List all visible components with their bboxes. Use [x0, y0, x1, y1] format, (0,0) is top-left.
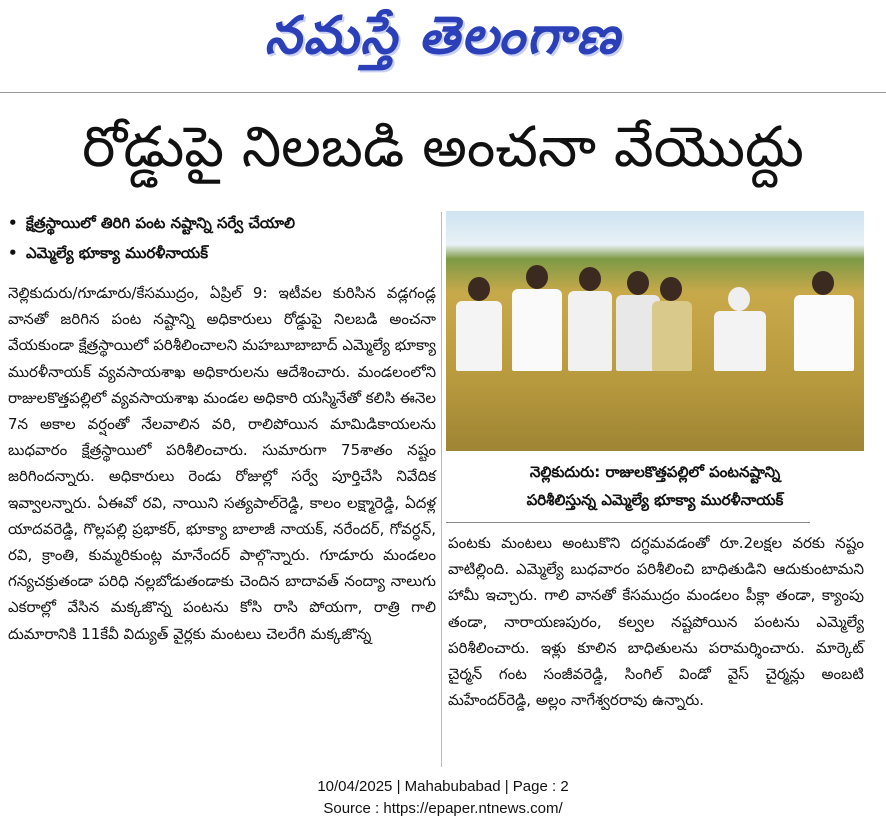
caption-divider — [446, 522, 810, 523]
photo-figure-head — [627, 271, 649, 295]
edition-info: 10/04/2025 | Mahabubabad | Page : 2 — [317, 778, 569, 795]
highlight-bullets — [8, 208, 438, 268]
photo-figure-head — [660, 277, 682, 301]
photo-figure — [568, 291, 612, 371]
newspaper-logo: నమస్తే తెలంగాణ — [264, 6, 622, 66]
article-body-left: నెల్లికుదురు/గూడూరు/కేసముద్రం, ఏప్రిల్ 9: ఇటీవల కురిసిన వడ్లగండ్ల వానతో జరిగిన పంట నష్టాన్ని అధికారులు రోడ్డుపై నిలబడి అంచనా వేయకుండా క్షేత్రస్థాయిలో పరిశీలించాలని మహబూబాబాద్ ఎమ్మెల్యే భూక్యా మురళీనాయక్ వ్యవసాయశాఖ అధికారులను ఆదేశించారు. మండలంలోని రాజులకొత్తపల్లిలో వ్యవసాయశాఖ మండల అధికారి యస్మినేతో కలిసి ఈనెల 7న అకాల వర్షంతో నేలవాలిన వరి, రాలిపోయిన మామిడికాయలను బుధవారం క్షేత్రస్థాయిలో పరిశీలించారు. సుమారుగా 75శాతం నష్టం జరిగిందన్నారు. అధికారులు రెండు రోజుల్లో సర్వే పూర్తిచేసి నివేదిక ఇవ్వాలన్నారు. ఏఈవో రవి, నాయిని సత్యపాల్‌రెడ్డి, కాలం లక్ష్మారెడ్డి, ఏదళ్ల యాదవరెడ్డి, గొల్లపల్లి ప్రభాకర్, భూక్యా బాలాజీ నాయక్, నరేందర్, గోవర్ధన్, రవి, క్రాంతి, కుమ్మరికుంట్ల మానేందర్ పాల్గొన్నారు. గూడూరు మండలం గన్యచక్రుతండా పరిధి నల్లబోడుతండాకు చెందిన బాదావత్ నంద్యా నాలుగు ఎకరాల్లో వేసిన మక్కజొన్న పంటను కోసి రాసి పోయగా, రాత్రి గాలి దుమారానికి 11కేవీ విద్యుత్ వైర్లకు మంటలు చెలరేగి మక్కజొన్న — [8, 284, 437, 643]
photo-figure — [794, 295, 854, 371]
photo-caption-line: పరిశీలిస్తున్న ఎమ్మెల్యే భూక్యా మురళీనాయక్ — [526, 491, 784, 509]
photo-figure-head — [526, 265, 548, 289]
column-divider — [441, 212, 442, 767]
photo-figure-head — [728, 287, 750, 311]
masthead-divider — [0, 92, 886, 93]
photo-figure — [714, 311, 766, 371]
article-body-right: పంటకు మంటలు అంటుకొని దగ్ధమవడంతో రూ.2లక్షల వరకు నష్టం వాటిల్లింది. ఎమ్మెల్యే బుధవారం పరిశీలించి బాధితుడిని ఆదుకుంటామని హామీ ఇచ్చారు. గాలి వానతో కేసముద్రం మండలం పీక్లా తండా, క్యాంపు తండా, నారాయణపురం, కల్వల నష్టపోయిన పంటను ఎమ్మెల్యే పరిశీలించారు. ఇళ్లు కూలిన బాధితులను పరామర్శించారు. మార్కెట్ చైర్మన్ గంట సంజీవరెడ్డి, సింగిల్ విండో వైస్ చైర్మన్లు అంబటి మహేందర్‌రెడ్డి, అల్లం నాగేశ్వరరావు ఉన్నారు. — [448, 534, 864, 710]
bullet-icon: • — [8, 244, 18, 262]
photo-figure-head — [579, 267, 601, 291]
photo-figure-head — [812, 271, 834, 295]
bullet-icon: • — [8, 214, 18, 232]
photo-caption-line: నెల్లికుదురు: రాజులకొత్తపల్లిలో పంటనష్టాన్ని — [529, 463, 781, 481]
bullet-item: • క్షేత్రస్థాయిలో తిరిగి పంట నష్టాన్ని సర్వే చేయాలి — [8, 208, 438, 238]
page-footer — [0, 776, 886, 820]
photo-caption — [446, 458, 864, 514]
article-headline: రోడ్డుపై నిలబడి అంచనా వేయొద్దు — [82, 115, 804, 180]
photo-figure — [512, 289, 562, 371]
photo-figure — [652, 301, 692, 371]
bullet-item: • ఎమ్మెల్యే భూక్యా మురళీనాయక్ — [8, 238, 438, 268]
photo-figure-head — [468, 277, 490, 301]
source-link: Source : https://epaper.ntnews.com/ — [323, 800, 563, 817]
photo-figure — [456, 301, 502, 371]
masthead — [0, 0, 886, 92]
news-photo — [446, 211, 864, 451]
